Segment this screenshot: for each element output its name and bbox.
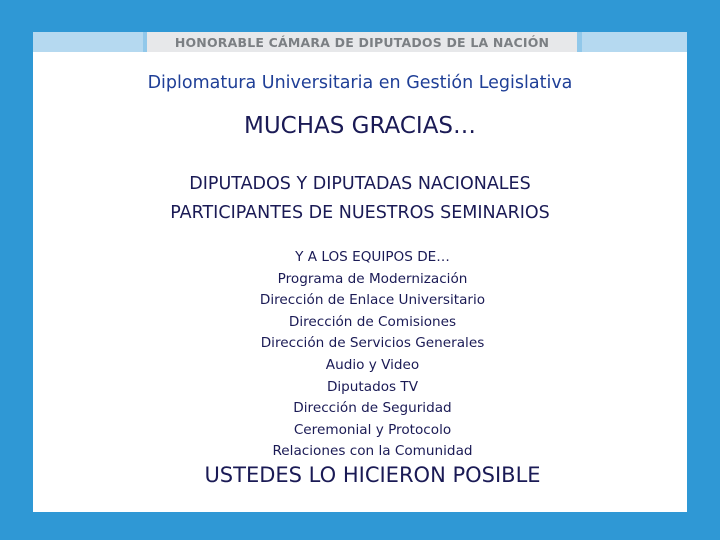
team-item: Dirección de Enlace Universitario	[259, 292, 486, 309]
team-item: Dirección de Servicios Generales	[260, 335, 485, 352]
institution-name: HONORABLE CÁMARA DE DIPUTADOS DE LA NACIÓN	[174, 34, 550, 50]
team-item: Dirección de Comisiones	[288, 313, 457, 330]
slide-title: MUCHAS GRACIAS…	[243, 113, 477, 139]
header-band-right-segment	[582, 32, 687, 52]
recipient-line: PARTICIPANTES DE NUESTROS SEMINARIOS	[170, 203, 550, 223]
team-item: Programa de Modernización	[277, 270, 468, 287]
teams-intro: Y A LOS EQUIPOS DE…	[295, 249, 450, 265]
recipient-line: DIPUTADOS Y DIPUTADAS NACIONALES	[189, 174, 531, 194]
recipients-block	[60, 170, 660, 228]
team-item: Ceremonial y Protocolo	[293, 421, 452, 438]
closing-statement: USTEDES LO HICIERON POSIBLE	[204, 463, 541, 487]
slide-subtitle: Diplomatura Universitaria en Gestión Legislativa	[147, 73, 573, 93]
institution-header	[147, 32, 577, 52]
team-item: Audio y Video	[325, 356, 420, 373]
team-item: Dirección de Seguridad	[293, 400, 452, 417]
teams-block	[60, 247, 685, 463]
header-band-left-segment	[33, 32, 143, 52]
team-item: Relaciones con la Comunidad	[272, 443, 473, 460]
team-item: Diputados TV	[326, 378, 419, 395]
